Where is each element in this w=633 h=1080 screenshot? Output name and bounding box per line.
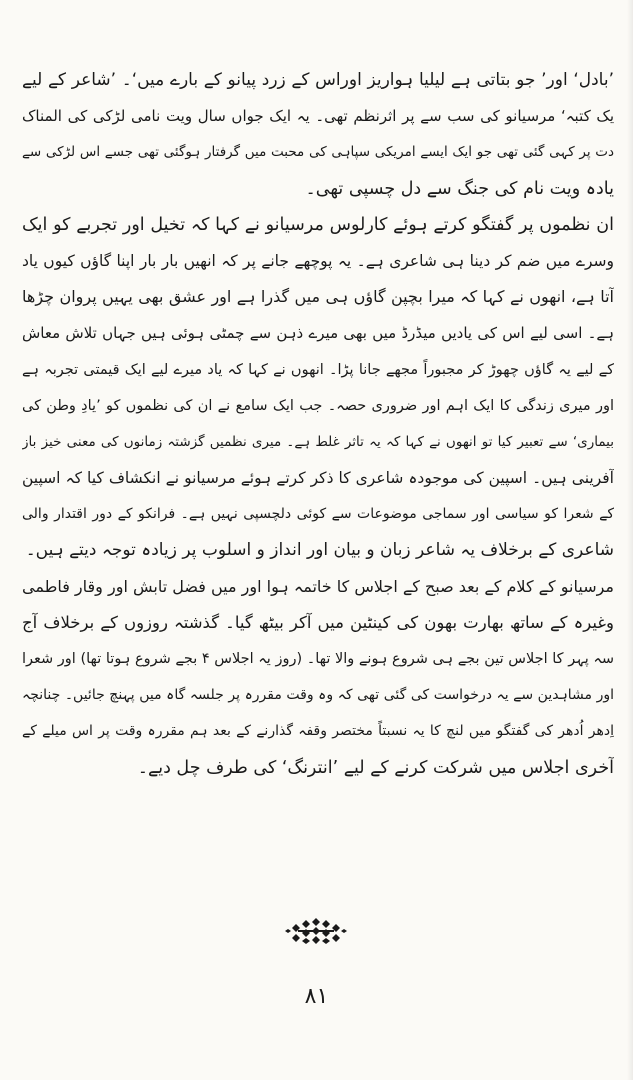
text-line: یادہ ویت نام کی جنگ سے دل چسپی تھی۔	[305, 178, 614, 199]
text-line: دت پر کہی گئی تھی جو ایک ایسے امریکی سپاہی کی محبت میں گرفتار ہوگئی تھی جسے اس لڑکی سے	[22, 144, 614, 161]
text-line: یک کتبہ‘ مرسیانو کی سب سے پر اثرنظم تھی۔ یہ ایک جواں سال ویت نامی لڑکی کی المناک	[22, 107, 614, 126]
text-line: وسرے میں ضم کر دینا ہی شاعری ہے۔ یہ پوچھے جانے پر کہ انھیں بار بار اپنا گاؤں کیوں یاد	[22, 251, 614, 270]
text-line: اور مشاہدین سے یہ درخواست کی گئی تھی کہ وہ وقت مقررہ پر جلسہ گاہ میں پہنچ جائیں۔ چنانچہ	[22, 687, 614, 704]
text-line: سہ پہر کا اجلاس تین بجے ہی شروع ہونے والا تھا۔ (روز یہ اجلاس ۴ بجے شروع ہوتا تھا) اور شعرا	[22, 651, 614, 667]
text-line: کے شعرا کو سیاسی اور سماجی موضوعات سے کوئی دلچسپی نہیں ہے۔ فرانکو کے دور اقتدار والی	[22, 506, 614, 523]
text-line: ہے۔ اسی لیے اس کی یادیں میڈرڈ میں بھی میرے ذہن سے چمٹی ہوئی ہیں جہاں تلاش معاش	[22, 324, 614, 343]
page-number: ۸۱	[304, 984, 329, 1009]
text-line: شاعری کے برخلاف یہ شاعر زبان و بیان اور انداز و اسلوب پر زیادہ توجہ دیتے ہیں۔	[25, 540, 614, 561]
body-text	[22, 62, 614, 786]
text-line: مرسیانو کے کلام کے بعد صبح کے اجلاس کا خاتمہ ہوا اور میں فضل تابش اور وقار فاطمی	[22, 576, 614, 596]
text-line: کے لیے یہ گاؤں چھوڑ کر مجبوراً مجھے جانا پڑا۔ انھوں نے کہا کہ یاد میرے لیے ایک قیمتی تجربہ ہے	[22, 361, 614, 378]
ornament-divider-icon	[284, 916, 348, 946]
text-line: اِدھر اُدھر کی گفتگو میں لنچ کا یہ نسبتاً مختصر وقفہ گذارنے کے بعد ہم مقررہ وقت پر اس میلے کے	[22, 723, 614, 740]
text-line: آتا ہے، انھوں نے کہا کہ میرا بچپن گاؤں ہی میں گذرا ہے اور عشق بھی یہیں پروان چڑھا	[22, 287, 614, 307]
text-line: بیماری‘ سے تعبیر کیا تو انھوں نے کہا کہ یہ تاثر غلط ہے۔ میری نظمیں گزشتہ زمانوں کی معنی خیز باز	[22, 433, 614, 450]
text-line: ’بادل‘ اور’ جو بتاتی ہے لیلیا ہواریز اوراس کے زرد پیانو کے بارے میں‘۔ ’شاعر کے لیے	[22, 70, 614, 90]
text-line: وغیرہ کے ساتھ بھارت بھون کی کینٹین میں آکر بیٹھ گیا۔ گذشتہ روزوں کے برخلاف آج	[22, 612, 614, 632]
page-edge-shadow	[627, 0, 633, 1080]
text-line: آخری اجلاس میں شرکت کرنے کے لیے ’انترنگ‘ کی طرف چل دیے۔	[137, 757, 614, 778]
text-line: ان نظموں پر گفتگو کرتے ہوئے کارلوس مرسیانو نے کہا کہ تخیل اور تجربے کو ایک	[22, 214, 614, 235]
text-line: آفرینی ہیں۔ اسپین کی موجودہ شاعری کا ذکر کرتے ہوئے مرسیانو نے انکشاف کیا کہ اسپین	[22, 469, 614, 488]
text-line: اور میری زندگی کا ایک اہم اور ضروری حصہ۔ جب ایک سامع نے ان کی نظموں کو ’یادِ وطن کی	[22, 397, 614, 414]
